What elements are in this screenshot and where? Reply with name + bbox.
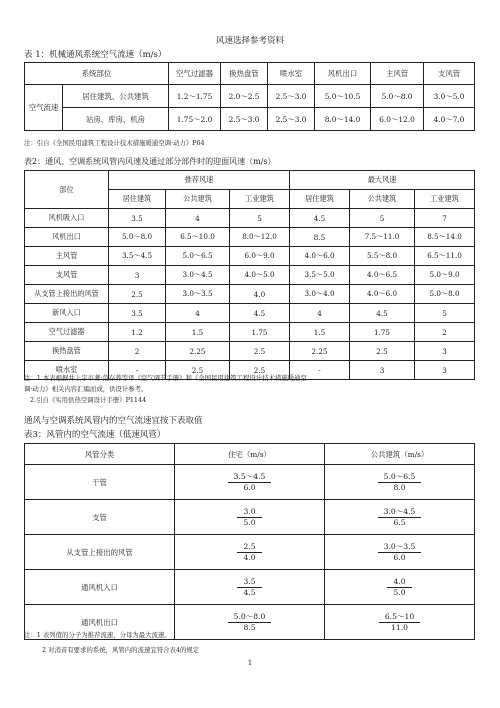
table2-cell: 8.5 <box>290 228 350 247</box>
table2-cell: 6.5～10.0 <box>166 228 230 247</box>
recommended-velocity: 5.0～8.0 <box>228 612 272 623</box>
table2-sub-header: 公共建筑 <box>350 190 415 209</box>
table1-row <box>25 85 475 108</box>
table2-note-3: 2.引自《实用供热空调设计手册》P1144 <box>30 396 147 404</box>
table2-cell: 2.25 <box>290 342 350 361</box>
table2-cell: 4 <box>166 304 230 323</box>
table2-row-label: 从支管上接出的风管 <box>25 285 109 304</box>
velocity-fraction <box>228 612 272 633</box>
table1-group-label: 空气流速 <box>25 85 63 131</box>
table3-row-label: 支管 <box>25 500 175 535</box>
table2-cell: 4.0～5.0 <box>230 266 290 285</box>
table2-cell: 3.5～4.5 <box>109 247 166 266</box>
table1-cell: 1.2～1.75 <box>169 85 221 108</box>
recommended-velocity: 4.0 <box>387 577 411 588</box>
table3-row-label: 从支管上接出的风管 <box>25 535 175 570</box>
table3-header-cell: 公共建筑（m/s） <box>325 444 475 465</box>
table2-row <box>25 304 475 323</box>
table2-cell: 6.0～9.0 <box>230 247 290 266</box>
velocity-fraction <box>387 577 411 598</box>
table2-sub-header: 公共建筑 <box>166 190 230 209</box>
table1-row-label: 站房、库房、机房 <box>63 108 169 131</box>
table2-col0-header: 部位 <box>25 171 109 209</box>
max-velocity: 5.0 <box>393 587 406 597</box>
table2-cell: 4.5 <box>350 304 415 323</box>
table1-cell: 5.0～8.0 <box>371 85 424 108</box>
table1-header-cell: 空气过滤器 <box>169 63 221 85</box>
table2-sub-header: 居住建筑 <box>290 190 350 209</box>
table2-cell: 3.0～4.5 <box>166 266 230 285</box>
table2-row <box>25 228 475 247</box>
table2-cell: 3 <box>415 342 475 361</box>
doc-title: 风速选择参考资料 <box>215 36 284 46</box>
table2-row-label: 风机吸入口 <box>25 209 109 228</box>
table2-body <box>25 209 475 380</box>
table1-header-cell: 系统部位 <box>25 63 169 85</box>
table2-cell: 2 <box>109 342 166 361</box>
table2-cell: 4.0～6.5 <box>350 266 415 285</box>
table2-sub-header: 工业建筑 <box>230 190 290 209</box>
table2-group-recommended: 推荐风速 <box>109 171 290 190</box>
table3-row-label: 干管 <box>25 465 175 500</box>
table2-cell: 3 <box>415 361 475 380</box>
table2-cell: 2.25 <box>166 342 230 361</box>
velocity-fraction <box>237 542 261 563</box>
table1-header-cell: 支风管 <box>424 63 475 85</box>
table2-sub-header: 居住建筑 <box>109 190 166 209</box>
max-velocity: 6.0 <box>393 552 406 562</box>
max-velocity: 6.0 <box>243 482 256 492</box>
table3-caption: 表3：风管内的空气流速（低速风管） <box>24 430 166 440</box>
table2-group-max: 最大风速 <box>290 171 475 190</box>
table3-row <box>25 570 475 605</box>
table3-header-row <box>25 444 475 465</box>
table2-cell: 5.0～6.5 <box>166 247 230 266</box>
table2-cell: 7 <box>415 209 475 228</box>
table3-residential-cell <box>175 535 325 570</box>
table3-public-cell <box>325 500 475 535</box>
table3-residential-cell <box>175 500 325 535</box>
velocity-fraction <box>378 542 422 563</box>
table2-cell: 1.75 <box>350 323 415 342</box>
table2-cell: 4.0～6.0 <box>290 247 350 266</box>
table1 <box>24 62 475 131</box>
velocity-fraction <box>237 507 261 528</box>
table2-row <box>25 266 475 285</box>
table2-note-2: 调·动力》相关内容汇编而成，供设计参考。 <box>24 385 148 393</box>
max-velocity: 4.0 <box>243 552 256 562</box>
table2-cell: 3.0～3.5 <box>166 285 230 304</box>
table3-row-label: 通风机入口 <box>25 570 175 605</box>
velocity-fraction <box>379 612 420 633</box>
table2-cell: 8.0～12.0 <box>230 228 290 247</box>
table3-header-cell: 风管分类 <box>25 444 175 465</box>
table2-cell: - <box>290 361 350 380</box>
table1-caption: 表 1：机械通风系统空气流速（m/s） <box>24 50 167 60</box>
table2-cell: 5.0～8.0 <box>415 285 475 304</box>
table1-cell: 4.0～7.0 <box>424 108 475 131</box>
page-number: 1 <box>247 659 253 667</box>
table1-row-label: 居住建筑、公共建筑 <box>63 85 169 108</box>
table2-cell: 3.0～4.0 <box>290 285 350 304</box>
table1-header-cell: 换热盘管 <box>221 63 268 85</box>
recommended-velocity: 3.0～3.5 <box>378 542 422 553</box>
table1-header-cell: 风机出口 <box>315 63 371 85</box>
table2-cell: 5 <box>230 209 290 228</box>
table3-note-1: 注：1 表列值的分子为推荐流速，分母为最大流速。 <box>24 631 171 639</box>
table2-note-1: 注：1.本表根据井上宇市著·范存养等译《空气调节手册》和《全国民用建筑工程设计技术措施暖通空 <box>24 374 307 382</box>
table2-cell: 4 <box>166 209 230 228</box>
velocity-fraction <box>228 472 272 493</box>
table1-cell: 8.0～14.0 <box>315 108 371 131</box>
table1-row <box>25 108 475 131</box>
table2-cell: 7.5～11.0 <box>350 228 415 247</box>
table2-cell: 1.75 <box>230 323 290 342</box>
table3-row <box>25 500 475 535</box>
velocity-fraction <box>378 472 422 493</box>
max-velocity: 8.0 <box>393 482 406 492</box>
table2-cell: 8.5～14.0 <box>415 228 475 247</box>
table2-cell: 5.5～8.0 <box>350 247 415 266</box>
table2-row <box>25 209 475 228</box>
table3-residential-cell <box>175 465 325 500</box>
table1-header-cell: 主风管 <box>371 63 424 85</box>
table2-cell: 1.2 <box>109 323 166 342</box>
table2-group-row <box>25 171 475 190</box>
table2-cell: 4 <box>290 304 350 323</box>
table2-sub-header: 工业建筑 <box>415 190 475 209</box>
table2-cell: 2.5 <box>350 342 415 361</box>
table3-public-cell <box>325 570 475 605</box>
recommended-velocity: 2.5 <box>237 542 261 553</box>
table2-row-label: 换热盘管 <box>25 342 109 361</box>
table3-header-cell: 住宅（m/s） <box>175 444 325 465</box>
table3-row-label: 通风机出口 <box>25 605 175 640</box>
max-velocity: 11.0 <box>391 622 408 632</box>
velocity-fraction <box>237 577 261 598</box>
table2-cell: 5.0～9.0 <box>415 266 475 285</box>
table2-row-label: 主风管 <box>25 247 109 266</box>
table2-cell: 4.5 <box>230 304 290 323</box>
table1-cell: 3.0～5.0 <box>424 85 475 108</box>
table2-cell: 3.5 <box>109 304 166 323</box>
recommended-velocity: 3.0～4.5 <box>378 507 422 518</box>
table2-cell: 3.5 <box>109 209 166 228</box>
table3-row <box>25 535 475 570</box>
table3-note-2: 2 对消音有要求的系统，风管内的流速宜符合表4的规定 <box>42 646 200 654</box>
table2-cell: 3.5～5.0 <box>290 266 350 285</box>
table2-cell: 2.5 <box>166 361 230 380</box>
table1-cell: 2.5～3.0 <box>268 85 315 108</box>
table1-cell: 2.5～3.0 <box>221 108 268 131</box>
recommended-velocity: 3.5～4.5 <box>228 472 272 483</box>
table3-intro: 通风与空调系统风管内的空气流速宜按下表取值 <box>24 416 203 426</box>
table2-cell: 4.5 <box>290 209 350 228</box>
table2-cell: - <box>109 361 166 380</box>
table1-header-cell: 喷水室 <box>268 63 315 85</box>
table1-note: 注：引自《全国民用建筑工程设计技术措施暖通空调·动力》P64 <box>24 139 205 147</box>
table2-row <box>25 285 475 304</box>
recommended-velocity: 5.0～6.5 <box>378 472 422 483</box>
table2-cell: 2 <box>415 323 475 342</box>
table2-row-label: 喷水室 <box>25 361 109 380</box>
table1-cell: 2.0～2.5 <box>221 85 268 108</box>
table2-caption: 表2：通风、空调系统风管内风速及通过部分部件时的迎面风速（m/s） <box>24 157 276 166</box>
recommended-velocity: 3.5 <box>237 577 261 588</box>
table1-header-row <box>25 63 475 85</box>
table2-cell: 2.5 <box>230 342 290 361</box>
max-velocity: 6.5 <box>393 517 406 527</box>
table2-cell: 6.5～11.0 <box>415 247 475 266</box>
max-velocity: 5.0 <box>243 517 256 527</box>
table2-cell: 2.5 <box>109 285 166 304</box>
table2-cell: 5 <box>350 209 415 228</box>
table3-row <box>25 465 475 500</box>
table2-row-label: 空气过滤器 <box>25 323 109 342</box>
max-velocity: 4.5 <box>243 587 256 597</box>
table2-row-label: 新风入口 <box>25 304 109 323</box>
table2-cell: 5.0～8.0 <box>109 228 166 247</box>
table3 <box>24 443 475 640</box>
table2-row <box>25 342 475 361</box>
table2-row <box>25 247 475 266</box>
table2 <box>24 170 475 380</box>
table3-public-cell <box>325 605 475 640</box>
table2-cell: 3 <box>109 266 166 285</box>
table2-row-label: 支风管 <box>25 266 109 285</box>
table2-cell: 5 <box>415 304 475 323</box>
table3-residential-cell <box>175 570 325 605</box>
table2-cell: 4.0～6.0 <box>350 285 415 304</box>
recommended-velocity: 6.5～10 <box>379 612 420 623</box>
table2-cell: 4.0 <box>230 285 290 304</box>
table1-cell: 5.0～10.5 <box>315 85 371 108</box>
table2-row <box>25 323 475 342</box>
table3-public-cell <box>325 535 475 570</box>
table1-cell: 6.0～12.0 <box>371 108 424 131</box>
table2-cell: 2.5 <box>230 361 290 380</box>
max-velocity: 8.5 <box>243 622 256 632</box>
velocity-fraction <box>378 507 422 528</box>
table2-cell: 1.5 <box>166 323 230 342</box>
recommended-velocity: 3.0 <box>237 507 261 518</box>
table3-body <box>25 465 475 640</box>
table2-cell: 3 <box>350 361 415 380</box>
table2-cell: 1.5 <box>290 323 350 342</box>
table1-cell: 1.75～2.0 <box>169 108 221 131</box>
table1-cell: 2.5～3.0 <box>268 108 315 131</box>
table3-residential-cell <box>175 605 325 640</box>
table3-public-cell <box>325 465 475 500</box>
table2-row-label: 风机出口 <box>25 228 109 247</box>
